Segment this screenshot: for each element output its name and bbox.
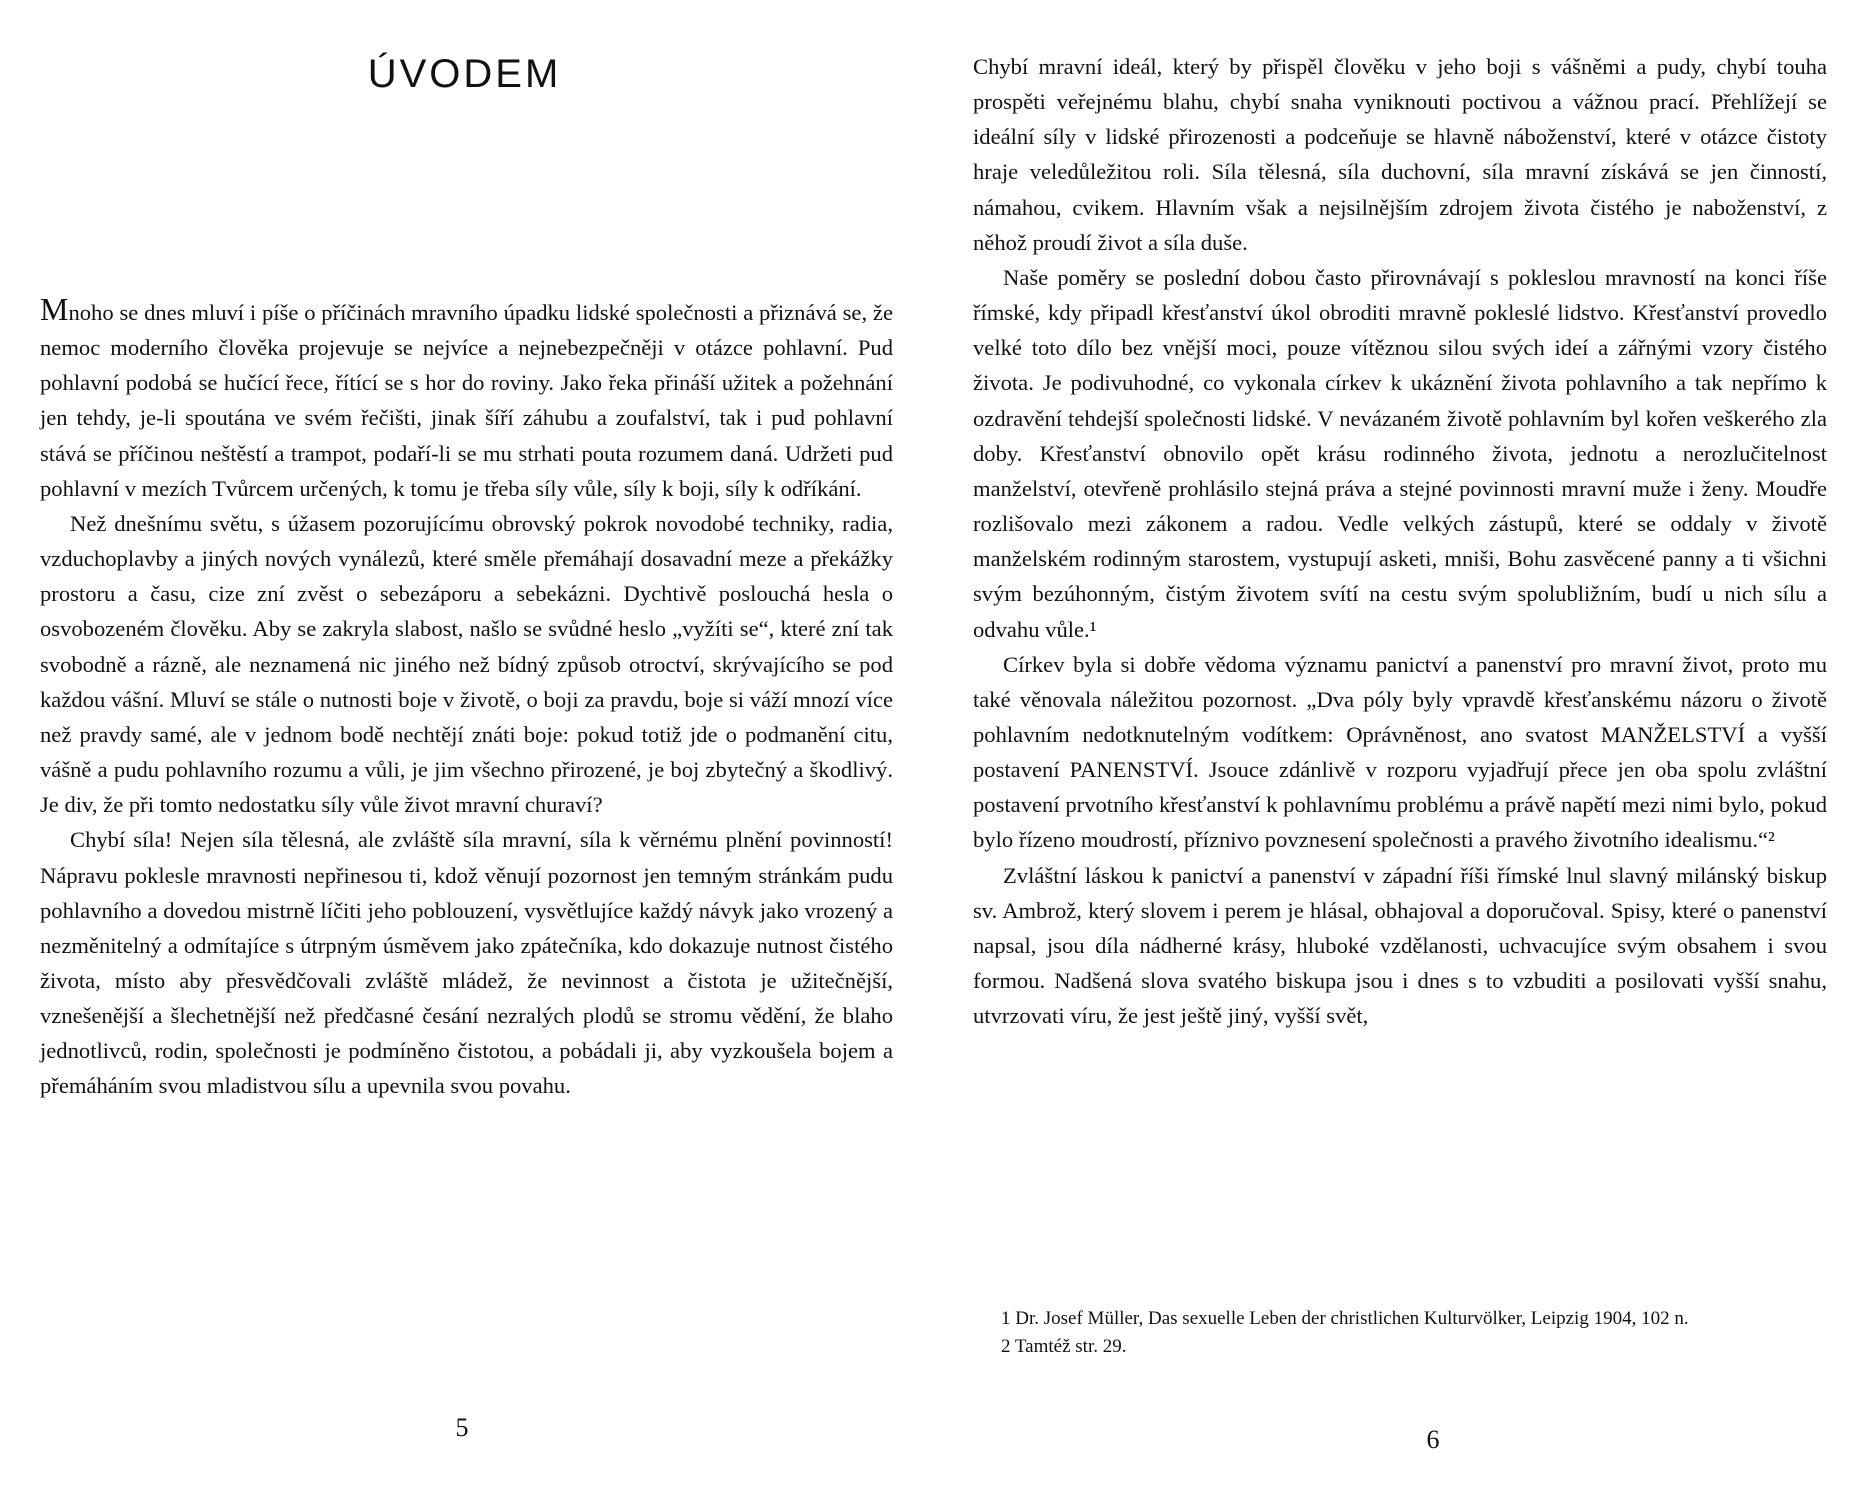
paragraph: Chybí síla! Nejen síla tělesná, ale zvláště síla mravní, síla k věrnému plnění povinností! Nápravu poklesle mravnosti nepřinesou ti, kdož věnují pozornost jen temným stránkám pudu pohlavního a dovedou mistrně líčiti jeho poblouzení, vysvětlujíce každý návyk jako vrozený a nezměnitelný a odmítajíce s útrpným úsměvem jako zpátečníka, kdo dokazuje nutnost čistého života, místo aby přesvědčovali zvláště mládež, že nevinnost a čistota je užitečnější, vznešenější a šlechetnější než předčasné česání nezralých plodů se stromu vědění, že blaho jednotlivců, rodin, společnosti je podmíněno čistotou, a pobádali ji, aby vyzkoušela bojem a přemáháním svou mladistvou sílu a upevnila svou povahu.	[40, 827, 893, 1099]
page-number: 6	[1426, 1425, 1440, 1454]
drop-cap: M	[40, 291, 69, 327]
left-page-text	[40, 293, 893, 1104]
paragraph: Naše poměry se poslední dobou často přirovnávají s pokleslou mravností na konci říše římské, kdy připadl křesťanství úkol obroditi mravně pokleslé lidstvo. Křesťanství provedlo velké toto dílo bez vnější moci, pouze vítěznou silou svých ideí a zářnými vzory čistého života. Je podivuhodné, co vykonala církev k ukáznění života pohlavního a tak nepřímo k ozdravění tehdejší společnosti lidské. V nevázaném životě pohlavním byl kořen veškerého zla doby. Křesťanství obnovilo opět krásu rodinného života, jednotu a nerozlučitelnost manželství, otevřeně prohlásilo stejná práva a stejné povinnosti mravní muže i ženy. Moudře rozlišovalo mezi zákonem a radou. Vedle velkých zástupů, které se oddaly v životě manželském rodinným starostem, vystupují asketi, mniši, Bohu zasvěcené panny a ti všichni svým bezúhonným, čistým životem svítí na cestu svým spolubližním, budí u nich sílu a odvahu vůle.¹	[973, 264, 1827, 642]
paragraph: Církev byla si dobře vědoma významu panictví a panenství pro mravní život, proto mu také věnovala náležitou pozornost. „Dva póly byly vpravdě křesťanskému názoru o životě pohlavním nedotknutelným vodítkem: Oprávněnost, ano svatost MANŽELSTVÍ a vyšší postavení PANENSTVÍ. Jsouce zdánlivě v rozporu vyjadřují přece jen oba spolu zvláštní postavení prvotního křesťanství k pohlavnímu problému a právě napětí mezi nimi bylo, pokud bylo řízeno moudrostí, příznivo povznesení společnosti a pravého životního idealismu.“²	[973, 651, 1827, 853]
footnotes	[973, 1305, 1827, 1361]
paragraph: Než dnešnímu světu, s úžasem pozorujícímu obrovský pokrok novodobé techniky, radia, vzduchoplavby a jiných nových vynálezů, které směle přemáhají dosavadní meze a překážky prostoru a času, cize zní zvěst o sebezáporu a sebekázni. Dychtivě poslouchá hesla o osvobozeném člověku. Aby se zakryla slabost, našlo se svůdné heslo „vyžíti se“, které zní tak svobodně a rázně, ale neznamená nic jiného než bídný způsob otroctví, skrývajícího se pod každou vášní. Mluví se stále o nutnosti boje v životě, o boji za pravdu, boje si váží mnozí více než pravdy samé, ale v jednom bodě nechtějí znáti boje: pokud totiž jde o podmanění citu, vášně a pudu pohlavního rozumu a vůli, je jim všechno přirozené, je boj zbytečný a škodlivý. Je div, že při tomto nedostatku síly vůle život mravní churaví?	[40, 510, 893, 818]
paragraph-text: noho se dnes mluví i píše o příčinách mravního úpadku lidské společnosti a přiznává se, že nemoc moderního člověka projevuje se nejvíce a nejnebezpečněji v otázce pohlavní. Pud pohlavní podobá se hučící řece, řítící se s hor do roviny. Jako řeka přináší užitek a požehnání jen tehdy, je-li spoutána ve svém řečišti, jinak šíří záhubu a zoufalství, tak i pud pohlavní stává se příčinou neštěstí a trampot, podaří-li se mu strhati pouta rozumem daná. Udržeti pud pohlavní v mezích Tvůrcem určených, k tomu je třeba síly vůle, síly k boji, síly k odříkání.	[40, 300, 893, 501]
paragraph: Chybí mravní ideál, který by přispěl člověku v jeho boji s vášněmi a pudy, chybí touha prospěti veřejnému blahu, chybí snaha vyniknouti poctivou a vážnou prací. Přehlížejí se ideální síly v lidské přirozenosti a podceňuje se hlavně náboženství, které v otázce čistoty hraje veledůležitou roli. Síla tělesná, síla duchovní, síla mravní získává se jen činností, námahou, cvikem. Hlavním však a nejsilnějším zdrojem života čistého je naboženství, z něhož proudí život a síla duše.	[973, 54, 1827, 255]
page-number: 5	[455, 1413, 469, 1442]
paragraph	[40, 293, 893, 506]
footnote: 1 Dr. Josef Müller, Das sexuelle Leben der christlichen Kulturvölker, Leipzig 1904, 102 n.	[1001, 1308, 1689, 1329]
right-page-text	[973, 49, 1827, 1033]
chapter-title: ÚVODEM	[367, 52, 562, 96]
right-page	[929, 0, 1858, 1500]
footnote: 2 Tamtéž str. 29.	[1001, 1336, 1127, 1357]
paragraph: Zvláštní láskou k panictví a panenství v západní říši římské lnul slavný milánský biskup sv. Ambrož, který slovem i perem je hlásal, obhajoval a doporučoval. Spisy, které o panenství napsal, jsou díla nádherné krásy, hluboké vzdělanosti, uchvacujíce svým obsahem i svou formou. Nadšená slova svatého biskupa jsou i dnes s to vzbuditi a posilovati vyšší snahu, utvrzovati víru, že jest ještě jiný, vyšší svět,	[973, 862, 1827, 1029]
